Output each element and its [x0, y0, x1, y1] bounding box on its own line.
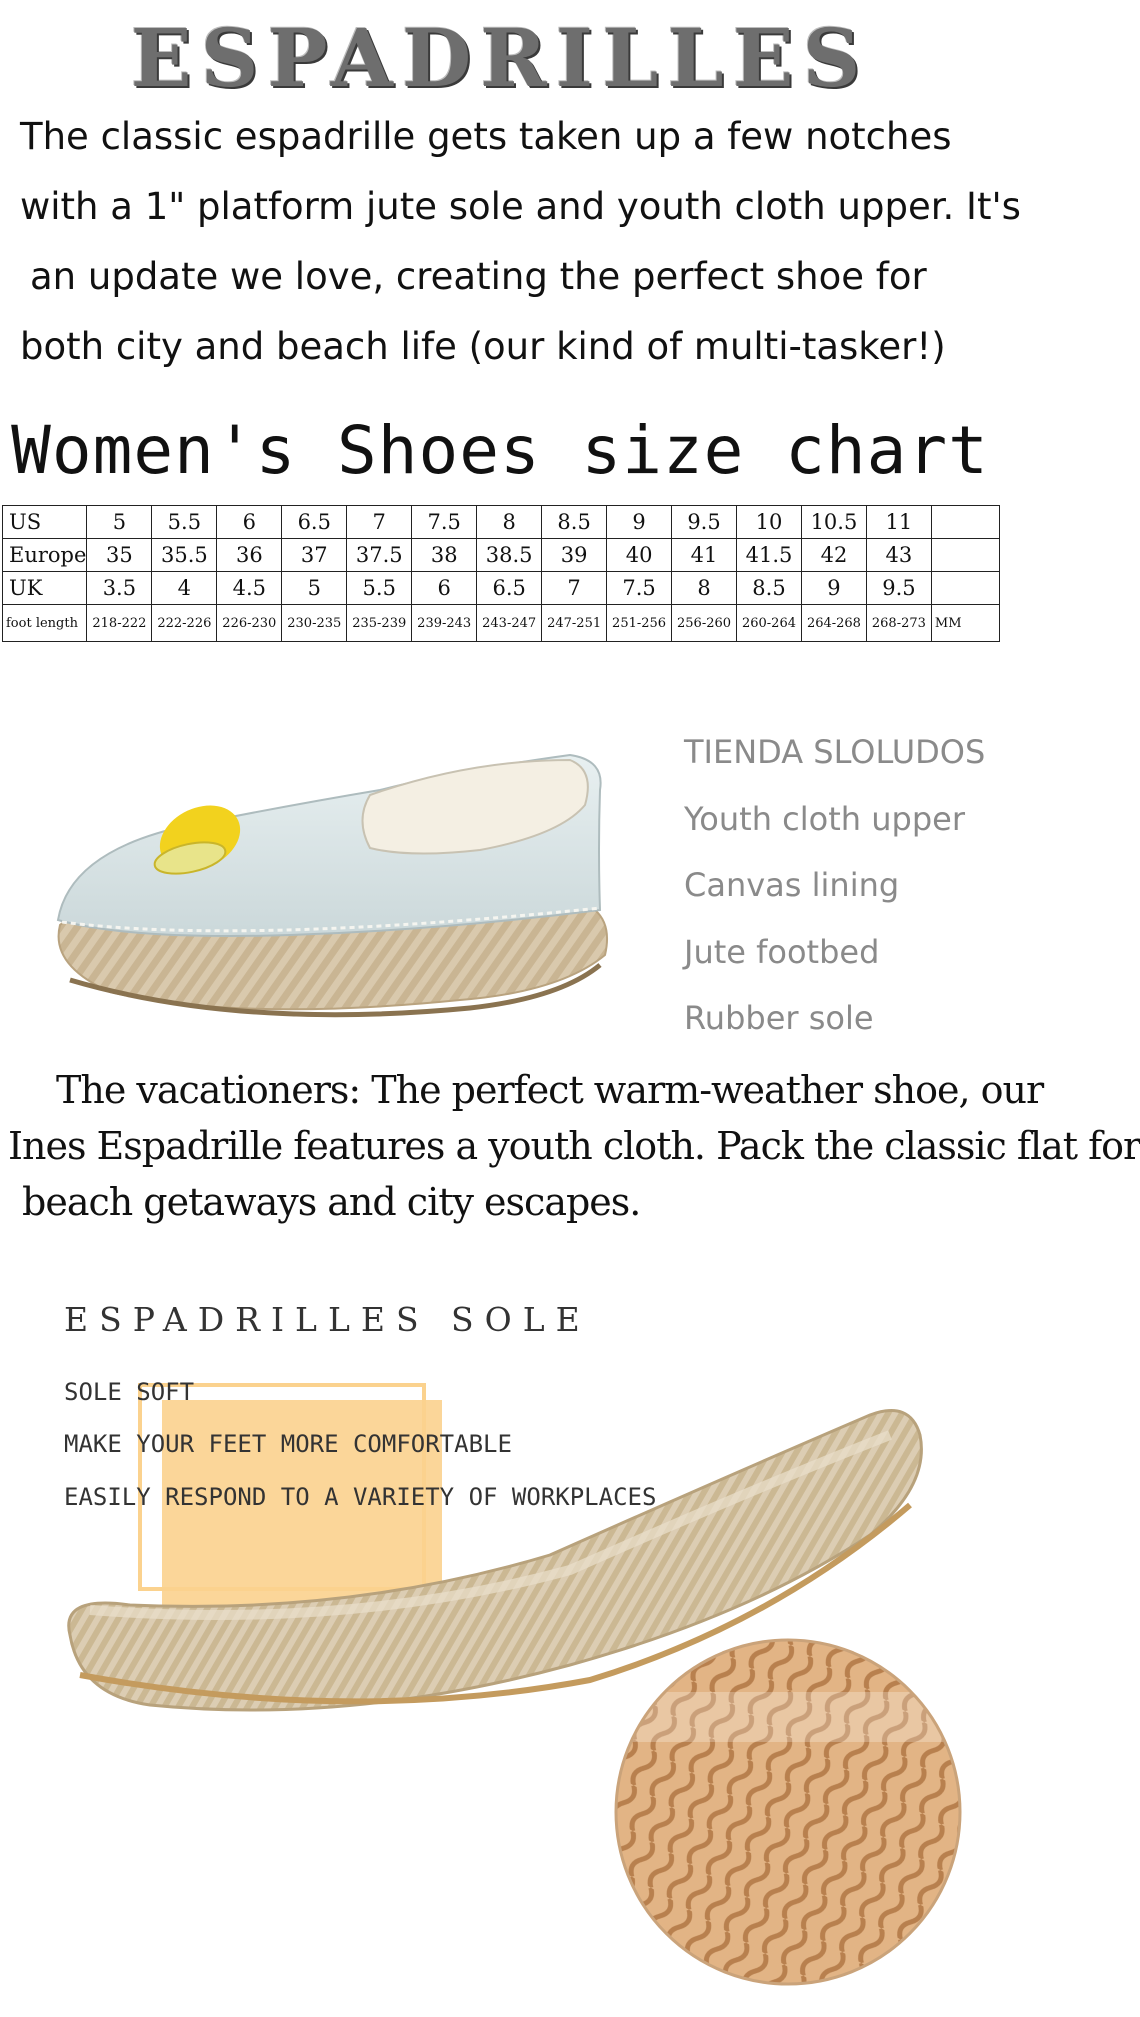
size-cell: 38.5	[477, 539, 542, 572]
size-cell: 5.5	[347, 572, 412, 605]
size-cell: 4.5	[217, 572, 282, 605]
size-cell: 9.5	[866, 572, 931, 605]
size-cell: 226-230	[217, 605, 282, 642]
size-cell: 38	[412, 539, 477, 572]
size-chart-title: Women's Shoes size chart	[11, 412, 989, 489]
intro-line-2: with a 1" platform jute sole and youth cloth upper. It's	[20, 185, 1021, 228]
size-cell: MM	[931, 605, 999, 642]
size-cell: 36	[217, 539, 282, 572]
size-cell: 11	[866, 506, 931, 539]
size-cell: 8.5	[542, 506, 607, 539]
size-cell: 9.5	[672, 506, 737, 539]
intro-line-4: both city and beach life (our kind of multi-tasker!)	[20, 325, 946, 368]
size-row-foot-length	[3, 605, 1000, 642]
size-row-label: foot length	[3, 605, 87, 642]
size-cell: 6	[217, 506, 282, 539]
feature-lining: Canvas lining	[684, 866, 900, 904]
size-row-label: US	[3, 506, 87, 539]
size-cell: 235-239	[347, 605, 412, 642]
size-cell: 35.5	[152, 539, 217, 572]
size-cell: 39	[542, 539, 607, 572]
vacationers-line-2: Ines Espadrille features a youth cloth. Pack the classic flat for	[8, 1124, 1140, 1168]
size-cell: 247-251	[542, 605, 607, 642]
sole-line-1: SOLE SOFT	[64, 1378, 195, 1406]
size-chart-table	[2, 505, 1000, 642]
espadrille-shoe-image	[40, 730, 620, 1040]
size-cell: 37.5	[347, 539, 412, 572]
size-cell: 35	[87, 539, 152, 572]
size-cell: 43	[866, 539, 931, 572]
size-cell: 5.5	[152, 506, 217, 539]
size-cell: 4	[152, 572, 217, 605]
size-cell: 7	[542, 572, 607, 605]
vacationers-line-3: beach getaways and city escapes.	[22, 1180, 641, 1224]
size-cell: 6	[412, 572, 477, 605]
size-cell: 9	[607, 506, 672, 539]
size-cell: 6.5	[282, 506, 347, 539]
intro-line-1: The classic espadrille gets taken up a few notches	[20, 115, 952, 158]
size-cell: 222-226	[152, 605, 217, 642]
intro-line-3: an update we love, creating the perfect shoe for	[30, 255, 927, 298]
size-cell: 37	[282, 539, 347, 572]
sole-line-2: MAKE YOUR FEET MORE COMFORTABLE	[64, 1430, 512, 1458]
size-cell: 9	[801, 572, 866, 605]
size-cell: 264-268	[801, 605, 866, 642]
size-row-label: Europe	[3, 539, 87, 572]
feature-sole: Rubber sole	[684, 999, 874, 1037]
rubber-sole-closeup-image	[608, 1632, 968, 1992]
size-cell: 7.5	[412, 506, 477, 539]
size-cell: 251-256	[607, 605, 672, 642]
sole-line-3: EASILY RESPOND TO A VARIETY OF WORKPLACES	[64, 1483, 657, 1511]
size-cell: 5	[282, 572, 347, 605]
size-cell: 5	[87, 506, 152, 539]
size-cell: 8.5	[737, 572, 802, 605]
size-row-us	[3, 506, 1000, 539]
size-cell: 40	[607, 539, 672, 572]
size-cell	[931, 572, 999, 605]
size-cell: 41.5	[737, 539, 802, 572]
size-row-uk	[3, 572, 1000, 605]
size-cell: 3.5	[87, 572, 152, 605]
feature-footbed: Jute footbed	[684, 933, 880, 971]
size-cell: 256-260	[672, 605, 737, 642]
size-row-europe	[3, 539, 1000, 572]
size-cell: 218-222	[87, 605, 152, 642]
size-row-label: UK	[3, 572, 87, 605]
size-cell: 230-235	[282, 605, 347, 642]
size-cell: 41	[672, 539, 737, 572]
sole-section-title: ESPADRILLES SOLE	[64, 1300, 591, 1339]
size-cell: 10	[737, 506, 802, 539]
size-cell: 7.5	[607, 572, 672, 605]
size-cell: 42	[801, 539, 866, 572]
size-cell: 8	[477, 506, 542, 539]
size-cell: 268-273	[866, 605, 931, 642]
size-cell: 260-264	[737, 605, 802, 642]
size-cell: 243-247	[477, 605, 542, 642]
size-cell	[931, 506, 999, 539]
size-cell: 6.5	[477, 572, 542, 605]
vacationers-line-1: The vacationers: The perfect warm-weather shoe, our	[56, 1068, 1044, 1112]
size-cell: 10.5	[801, 506, 866, 539]
size-cell: 7	[347, 506, 412, 539]
feature-brand: TIENDA SLOLUDOS	[684, 733, 986, 771]
page-title: ESPADRILLES	[130, 11, 870, 105]
size-cell: 239-243	[412, 605, 477, 642]
size-cell: 8	[672, 572, 737, 605]
feature-upper: Youth cloth upper	[684, 800, 965, 838]
size-cell	[931, 539, 999, 572]
